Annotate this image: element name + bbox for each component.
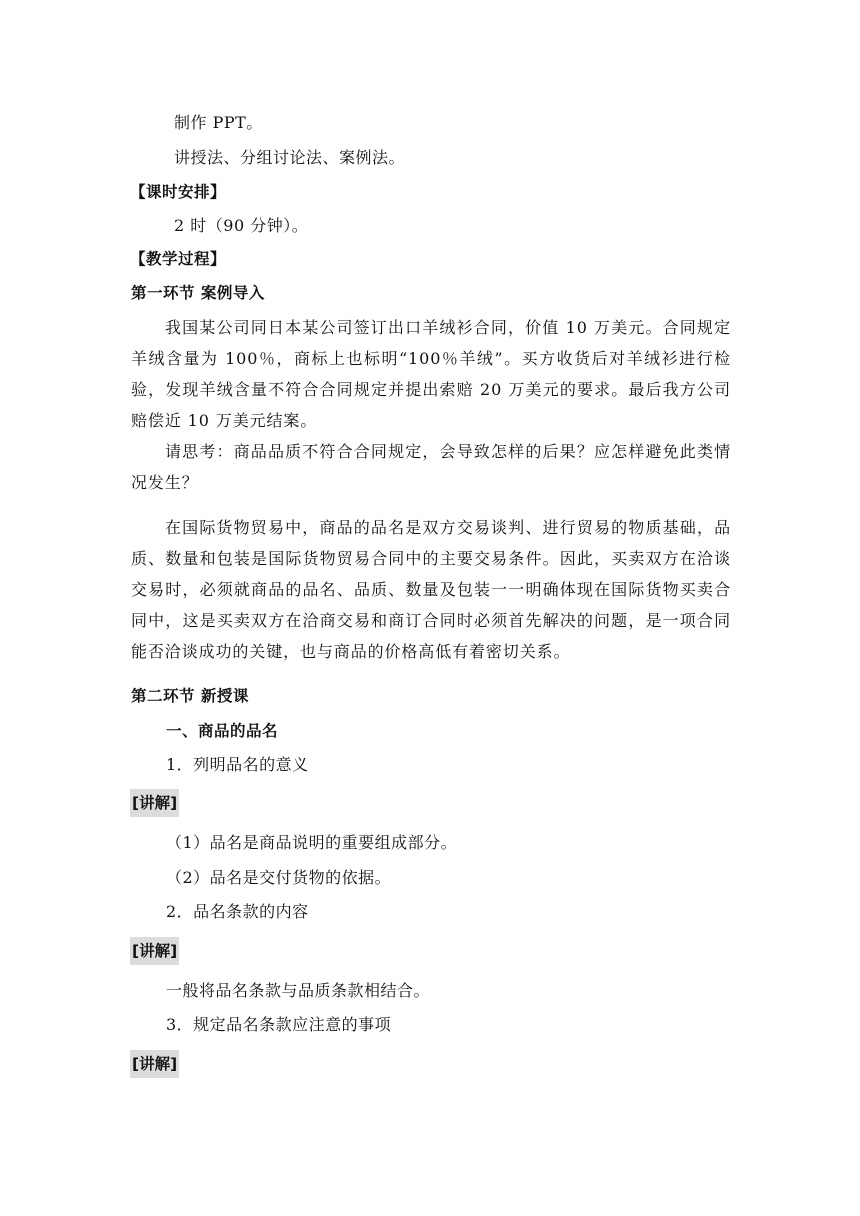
section2-title: 第二环节 新授课 bbox=[131, 687, 249, 705]
case-paragraph: 我国某公司同日本某公司签订出口羊绒衫合同，价值 10 万美元。合同规定羊绒含量为 100％，商标上也标明“100％羊绒”。买方收货后对羊绒衫进行检验，发现羊绒含量不符合合同规定并提出索赔 20 万美元的要求。最后我方公司赔偿近 10 万美元结案。 bbox=[131, 318, 731, 430]
explain-tag: [讲解] bbox=[130, 789, 179, 817]
section1-title: 第一环节 案例导入 bbox=[131, 284, 265, 302]
process-heading: 【教学过程】 bbox=[130, 250, 227, 268]
section2-subtitle: 一、商品的品名 bbox=[166, 722, 279, 740]
schedule-line: 2 时（90 分钟）。 bbox=[174, 216, 309, 235]
explain-tag: [讲解] bbox=[130, 937, 179, 965]
point2-line: （2）品名是交付货物的依据。 bbox=[166, 868, 392, 887]
combine-line: 一般将品名条款与品质条款相结合。 bbox=[166, 981, 431, 1000]
question-paragraph: 请思考：商品品质不符合合同规定，会导致怎样的后果？应怎样避免此类情况发生？ bbox=[131, 442, 731, 492]
item1-heading: 1．列明品名的意义 bbox=[166, 755, 309, 774]
ppt-line: 制作 PPT。 bbox=[174, 113, 263, 132]
item2-heading: 2．品名条款的内容 bbox=[166, 902, 309, 921]
explain-tag: [讲解] bbox=[130, 1050, 179, 1078]
methods-line: 讲授法、分组讨论法、案例法。 bbox=[174, 148, 406, 167]
schedule-heading: 【课时安排】 bbox=[130, 183, 227, 201]
point1-line: （1）品名是商品说明的重要组成部分。 bbox=[166, 833, 458, 852]
intro-paragraph: 在国际货物贸易中，商品的品名是双方交易谈判、进行贸易的物质基础，品质、数量和包装是国际货物贸易合同中的主要交易条件。因此，买卖双方在洽谈交易时，必须就商品的品名、品质、数量及包装一一明确体现在国际货物买卖合同中，这是买卖双方在洽商交易和商订合同时必须首先解决的问题，是一项合同能否洽谈成功的关键，也与商品的价格高低有着密切关系。 bbox=[131, 518, 731, 661]
item3-heading: 3．规定品名条款应注意的事项 bbox=[166, 1015, 392, 1034]
